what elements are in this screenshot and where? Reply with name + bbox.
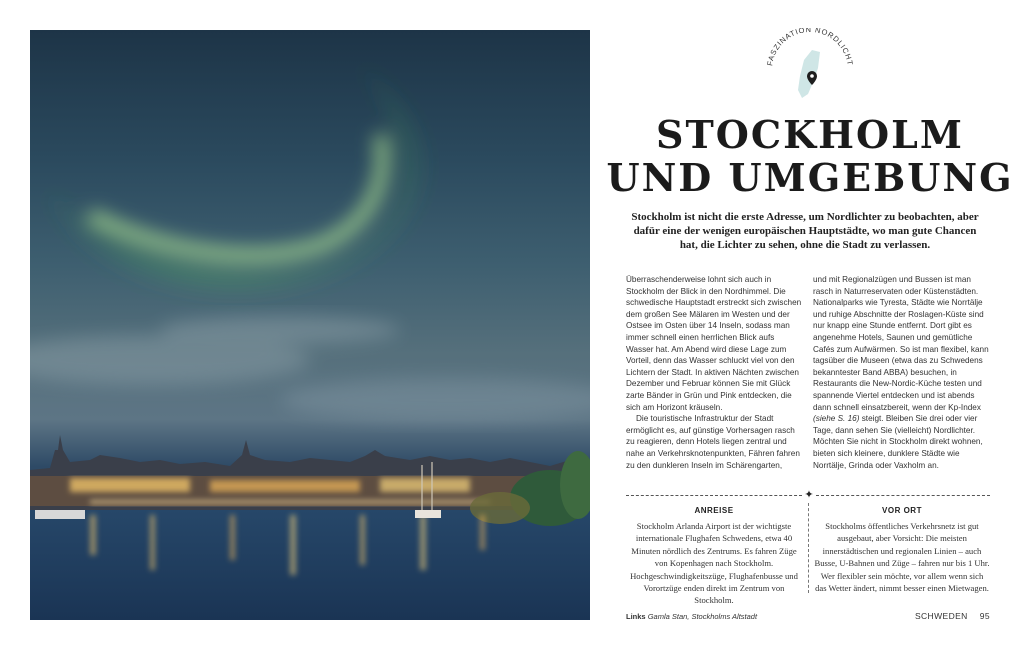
page-title-line2: UND UMGEBUNG: [606, 155, 1014, 200]
body-text: steigt. Bleiben Sie drei oder vier Tage, dann sehen Sie (vielleicht) Nordlichter. Möchten Sie nicht in Stockholm direkt wohnen, bieten sich kleinere, dunklere Städte wie Norrtälje, Grinda oder Vaxholm an.: [813, 414, 983, 470]
body-paragraph: [813, 274, 989, 471]
box-separator-line: [808, 503, 809, 593]
photo-caption: [626, 612, 757, 621]
divider-line: [626, 495, 802, 496]
page-footer: [880, 611, 990, 621]
page-number: 95: [979, 611, 990, 621]
city-lights: [70, 478, 490, 504]
box-text-anreise: Stockholm Arlanda Airport ist der wichtigste internationale Flughafen Schwedens, etwa 40 Minuten nördlich des Zentrums. Es fahren Züge von Kopenhagen nach Stockholm. Hochgeschwindigkeitszüge, Flughafenbusse und Vorortzüge enden direkt im Zentrum von Stockholm.: [630, 521, 798, 606]
aurora: [40, 30, 431, 302]
divider-line: [816, 495, 990, 496]
star-icon: ✦: [804, 489, 814, 501]
page-title-line1: STOCKHOLM: [656, 112, 964, 157]
lead-paragraph: Stockholm ist nicht die erste Adresse, um Nordlichter zu beobachten, aber dafür eine der wenigen europäischen Hauptstädte, wo man gute Chancen hat, die Lichter zu sehen, ohne die Stadt zu verlassen.: [631, 211, 979, 251]
caption-text: Gamla Stan, Stockholms Altstadt: [647, 612, 758, 621]
body-paragraph: Die touristische Infrastruktur der Stadt ermöglicht es, auf günstige Vorhersagen rasch zu reagieren, denn Hotels liegen zentral und nahe an Verkehrsknotenpunkten, Fähren fahren zu den dunkleren Inseln im Schärengarten,: [626, 414, 800, 470]
photo-illustration: [30, 30, 590, 620]
caption-label: Links: [626, 612, 646, 621]
aurora-stockholm-photo: [30, 30, 590, 620]
emblem-text: FASZINATION NORDLICHT: [765, 28, 855, 67]
section-name: SCHWEDEN: [914, 611, 968, 621]
body-column-2: [813, 274, 989, 471]
box-text-vor-ort: Stockholms öffentliches Verkehrsnetz ist gut ausgebaut, aber Vorsicht: Die meisten innerstädtischen und regionalen Linien – auch Busse, U-Bahnen und Züge – fahren nur bis 1 Uhr. Wer flexibler sein möchte, vor allem wenn sich das Wetter ändert, nimmt besser einen Mietwagen.: [814, 521, 990, 594]
box-heading-anreise: ANREISE: [694, 506, 734, 515]
page-reference: (siehe S. 16): [813, 414, 860, 424]
emblem-faszination-nordlicht: [760, 28, 860, 118]
box-heading-vor-ort: VOR ORT: [882, 506, 922, 515]
body-text: und mit Regionalzügen und Bussen ist man rasch in Naturreservaten oder Küstenstädten. Nationalparks wie Tyresta, Städte wie Norrtälje und ruhige Abschnitte der Roslagen-Küste sind nur knapp eine Stunde entfernt. Dort gibt es angenehme Hotels, Saunen und gemütliche Cafés zum Aufwärmen. So ist man flexibel, kann tagsüber die Museen (etwa das zu Schwedens bekanntester Band ABBA) besuchen, in Restaurants die New-Nordic-Küche testen und spannende Viertel entdecken und ist abends dann schnell einsatzbereit, wenn der Kp-Index: [813, 275, 989, 412]
body-column-1: [626, 274, 802, 471]
ferry: [35, 510, 85, 519]
body-paragraph: Überraschenderweise lohnt sich auch in Stockholm der Blick in den Nordhimmel. Die schwedische Hauptstadt erstreckt sich zwischen dem großen See Mälaren im Westen und der Ostsee im Osten über 14 Inseln, sodass man immer schnell einen herrlichen Blick aufs Wasser hat. Am Abend wird diese Lage zum Vorteil, denn das Wasser schluckt viel von den Lichtern der Stadt. In aktiven Nächten zwischen Dezember und Februar können Sie mit Glück zarte Bänder in Grün und Pink entdecken, die sich am Horizont kräuseln.: [626, 275, 802, 412]
